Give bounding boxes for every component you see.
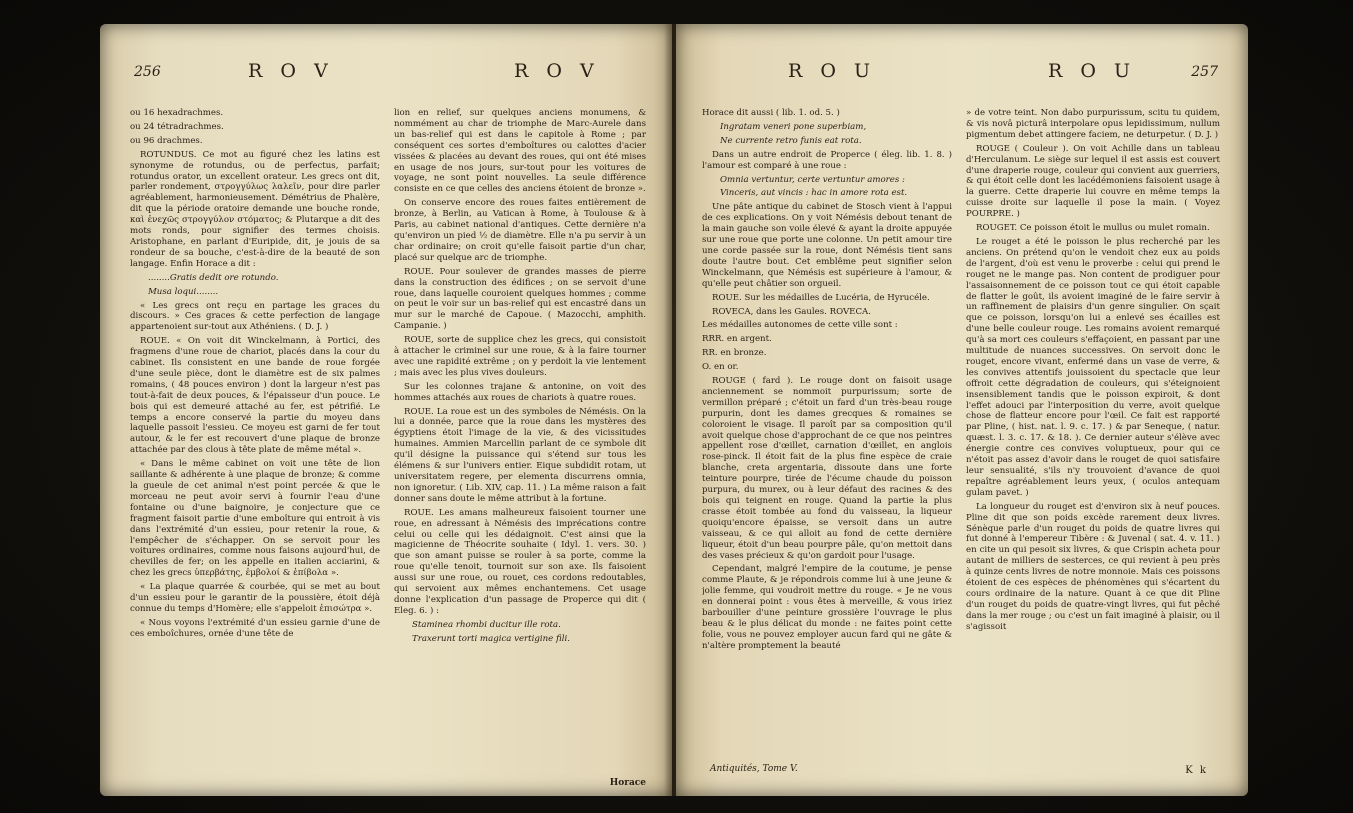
paragraph: ROUE. Les amans malheureux faisoient tourner une roue, en adressant à Némésis des imprécations contre celui ou celle qui les dédaignoit. C'est ainsi que la magicienne de Théocrite souhaite ( Idyl. 1. vers. 30. ) que son amant puisse se rouler à sa porte, comme la roue qu'elle tenoit, tournoit sur son axe. Ils faisoient aussi sur une roue, ou rouet, ces cordons redoutables, qui servoient aux mêmes enchantemens. Cet usage donne l'explication d'un passage de Properce qui dit ( Eleg. 6. ) : xyxy=(394,507,646,616)
right-page xyxy=(676,24,1248,796)
paragraph: Omnia vertuntur, certe vertuntur amores : xyxy=(720,174,905,185)
catchword: Horace xyxy=(609,778,646,788)
paragraph: « Nous voyons l'extrémité d'un essieu garnie d'une de ces emboîchures, ornée d'une tête de xyxy=(130,617,380,639)
paragraph: Dans un autre endroit de Properce ( éleg. lib. 1. 8. ) l'amour est comparé à une roue : xyxy=(702,149,952,171)
paragraph: ou 96 drachmes. xyxy=(130,135,203,146)
paragraph: ROUGE ( fard ). Le rouge dont on faisoit usage anciennement se nommoit purpurissum; sorte de vermillon préparé ; c'étoit un fard d'un très-beau rouge purpurin, dont les dames grecques & romaines se coloroient le visage. Il paroît par sa composition qu'il avoit quelque chose d'approchant de ce que nos peintres appellent rose d'œillet, carnation d'œillet, en anglois rose-pinck. Il étoit fait de la plus fine espèce de craie blanche, creta argentaria, dissoute dans une forte teinture pourpre, tirée de l'écume chaude du poisson purpura, du murex, ou à leur défaut des racines & des bois qui teignent en rouge. Quand la partie la plus crasse étoit tombée au fond du vaisseau, la liqueur quoiqu'encore épaisse, se versoit dans un autre vaisseau, & ce qui alloit au fond de cette dernière liqueur, étoit d'un beau pourpre pâle, qu'on mettoit dans des vases précieux & qu'on gardoit pour l'usage. xyxy=(702,376,952,561)
paragraph: lion en relief, sur quelques anciens monumens, & nommément au char de triomphe de Marc-Aurele dans un bas-relief qui est dans le capitole à Rome ; par conséquent ces sortes d'emboîtures ou calottes d'acier vissées & placées au devant des roues, qui ont été mises en usage de nos jours, sur-tout pour les voitures de voyage, ne sont point nouvelles. La seule différence consiste en ce que celles des anciens étoient de bronze ». xyxy=(394,108,646,195)
paragraph: ROUE, sorte de supplice chez les grecs, qui consistoit à attacher le criminel sur une roue, & à la faire tourner avec une rapidité extrême ; on y perdoit la vie lentement ; mais avec les plus vives douleurs. xyxy=(394,335,646,378)
paragraph: Vinceris, aut vincis : hac in amore rota est. xyxy=(720,188,908,199)
paragraph: O. en or. xyxy=(702,362,739,373)
paragraph: Musa loqui........ xyxy=(148,286,219,297)
page-number: 256 xyxy=(134,64,161,80)
paragraph: RRR. en argent. xyxy=(702,334,772,345)
paragraph: ROUGET. Ce poisson étoit le mullus ou mulet romain. xyxy=(976,223,1210,234)
paragraph: ROUGE ( Couleur ). On voit Achille dans un tableau d'Herculanum. Le siège sur lequel il est assis est couvert d'une draperie rouge, couleur qui convient aux guerriers, & qui étoit celle dont les lacédémoniens faisoient usage à la guerre. Cette draperie lui couvre en même temps la cuisse droite sur laquelle il pose la main. ( Voyez POURPRE. ) xyxy=(966,143,1220,220)
paragraph: « Les grecs ont reçu en partage les graces du discours. » Ces graces & cette perfection de langage appartenoient sur-tout aux Athéniens. ( D. J. ) xyxy=(130,300,380,333)
text-column xyxy=(394,108,646,772)
paragraph: Staminea rhombi ducitur ille rota. xyxy=(412,619,561,630)
paragraph: ROVECA, dans les Gaules. ROVECA. xyxy=(712,306,871,317)
paragraph: ........Gratis dedit ore rotundo. xyxy=(148,272,279,283)
left-page xyxy=(100,24,672,796)
paragraph: La longueur du rouget est d'environ six à neuf pouces. Pline dit que son poids excède rarement deux livres. Sénèque parle d'un rouget du poids de quatre livres qui fut donné à l'empereur Tibère : & Juvenal ( sat. 4. v. 11. ) en cite un qui pesoit six livres, & que Crispin acheta pour autant de milliers de sesterces, ce qui revient à peu près à quinze cents livres de notre monnoie. Mais ces poissons étoient de ces espèces de phénomènes qui s'écartent du cours ordinaire de la nature. Quant à ce que dit Pline d'un rouget du poids de quatre-vingt livres, qui fut pêché dans la mer rouge ; ou c'est un fait imaginé à plaisir, ou il s'agissoit xyxy=(966,501,1220,632)
paragraph: Une pâte antique du cabinet de Stosch vient à l'appui de ces explications. On y voit Némésis debout tenant de la main gauche son voile élevé & ayant la droite appuyée sur une roue que porte une colonne. Un petit amour tire une corde passée sur la roue, dont Némésis tient sans doute l'autre bout. Cet emblême peut signifier selon Winckelmann, que Némésis est supérieure à l'amour, & qu'elle peut châtier son orgueil. xyxy=(702,202,952,289)
paragraph: Ne currente retro funis eat rota. xyxy=(720,135,862,146)
right-page-header xyxy=(676,58,1248,88)
signature-mark: K k xyxy=(1185,765,1208,776)
running-head: R O U xyxy=(788,60,876,82)
running-head: R O V xyxy=(514,60,600,82)
running-head: R O U xyxy=(1048,60,1136,82)
paragraph: ou 16 hexadrachmes. xyxy=(130,108,224,118)
paragraph: Cependant, malgré l'empire de la coutume, je pense comme Plaute, & je répondrois comme lui à une jeune & jolie femme, qui voudroit mettre du rouge. « Je ne vous en donnerai point : vous êtes à merveille, & vous iriez barbouiller d'une peinture grossière l'ouvrage le plus beau & le plus délicat du monde : ne faites point cette folie, vous ne pouvez employer aucun fard qui ne gâte & n'altère promptement la beauté xyxy=(702,564,952,651)
paragraph: ROUE. Sur les médailles de Lucéria, de Hyrucéle. xyxy=(712,292,930,303)
paragraph: Le rouget a été le poisson le plus recherché par les anciens. On prétend qu'on le vendoit chez eux au poids de l'argent, d'où est venu le proverbe : celui qui prend le rouget ne le mange pas. Non content de prodiguer pour l'assaisonnement de ce poisson tout ce qui étoit capable de flatter le goût, ils avoient imaginé de le faire servir à un raffinement de plaisirs d'un genre singulier. On sçait que ce poisson, lorsqu'on lui a enlevé ses écailles est d'une belle couleur rouge. Les romains avoient remarqué qu'à sa mort ces couleurs s'effaçoient, en passant par une multitude de nuances successives. On servoit donc le rouget, encore vivant, enfermé dans un vase de verre, & les convives attentifs jouissoient du spectacle que leur offroit cette dégradation de couleurs, qui s'éteignoient insensiblement tandis que le poisson expiroit, & dont l'effet adouci par l'interposition du verre, avoit quelque chose de flatteur encore pour l'œil. Ce fait est rapporté par Pline, ( hist. nat. l. 9. c. 17. ) & par Seneque, ( natur. quæst. l. 3. c. 17. & 18. ). Ce dernier auteur s'élève avec énergie contre ces convives voluptueux, pour qui ce n'étoit pas assez d'avoir dans le rouget de quoi satisfaire leur sensualité, s'ils n'y trouvoient d'avance de quoi repaître agréablement leurs yeux, ( oculos antequam gulam pavet. ) xyxy=(966,236,1220,498)
paragraph: On conserve encore des roues faites entièrement de bronze, à Berlin, au Vatican à Rome, à Toulouse & à Paris, au cabinet national d'antiques. Cette dernière n'a qu'environ un pied ½ de diamètre. Elle n'a pu servir à un char ordinaire; on croit qu'elle faisoit partie d'un char, placé sur quelque arc de triomphe. xyxy=(394,198,646,263)
paragraph: Sur les colonnes trajane & antonine, on voit des hommes attachés aux roues de chariots à quatre roues. xyxy=(394,381,646,403)
paragraph: « La plaque quarrée & courbée, qui se met au bout d'un essieu pour le garantir de la poussière, étoit déjà connue du temps d'Homère; elle s'appeloit ἐπισώτρα ». xyxy=(130,582,380,614)
paragraph: » de votre teint. Non dabo purpurissum, scitu tu quidem, & vis novâ picturâ interpolare opus lepidissimum, nullum pigmentum debet attingere faciem, ne deturpetur. ( D. J. ) xyxy=(966,108,1220,140)
paragraph: RR. en bronze. xyxy=(702,348,767,359)
paragraph: Horace dit aussi ( lib. 1. od. 5. ) xyxy=(702,108,840,118)
paragraph: ou 24 tétradrachmes. xyxy=(130,121,224,132)
running-head: R O V xyxy=(248,60,334,82)
page-number: 257 xyxy=(1191,64,1218,80)
paragraph: Traxerunt torti magica vertigine fili. xyxy=(412,633,570,644)
paragraph: ROUE. Pour soulever de grandes masses de pierre dans la construction des édifices ; on se servoit d'une roue, dans laquelle couroient quelques hommes ; comme on peut le voir sur un bas-relief qui est encastré dans un mur sur le marché de Capoue. ( Mazocchi, amphith. Campanie. ) xyxy=(394,266,646,332)
text-column xyxy=(966,108,1220,760)
text-column xyxy=(130,108,380,772)
text-column xyxy=(702,108,952,760)
paragraph: Les médailles autonomes de cette ville sont : xyxy=(702,320,898,331)
paragraph: Ingratam veneri pone superbiam, xyxy=(720,121,867,132)
paragraph: « Dans le même cabinet on voit une tête de lion saillante & adhérente à une plaque de bronze; & comme la gueule de cet animal n'est point percée & que le morceau ne peut avoir servi à fournir l'eau d'une fontaine ou d'une baignoire, je conjecture que ce fragment faisoit partie d'une emboîture qui entroit à vis dans l'extrémité d'un essieu, pour retenir la roue, & l'empêcher de s'échapper. On se servoit pour les voitures ordinaires, comme nous faisons aujourd'hui, de chevilles de fer; on les appelle en italien acciarini, & chez les grecs ὑπερβάτης, ἐμβολοί & ἐπίβολα ». xyxy=(130,459,380,579)
volume-footer: Antiquités, Tome V. xyxy=(710,764,798,774)
paragraph: ROUE. « On voit dit Winckelmann, à Portici, des fragmens d'une roue de chariot, placés dans la cour du cabinet. Ils consistent en une bande de roue forgée d'une seule pièce, dont le diamètre est de six palmes romains, ( 48 pouces environ ) dont la largeur n'est pas tout-à-fait de deux pouces, & l'épaisseur d'un pouce. Le bois qui est demeuré attaché au fer, est pétrifié. Le temps a encore conservé la partie du moyeu dans laquelle passoit l'essieu. Ce moyeu est garni de fer tout autour, & le fer est recouvert d'une plaque de bronze attachée par des clous à tête plate de même métal ». xyxy=(130,336,380,456)
paragraph: ROTUNDUS. Ce mot au figuré chez les latins est synonyme de rotundus, ou de perfectus, parfait; rotundus orator, un excellent orateur. Les grecs ont dit, parler rondement, στρογγύλως λαλεῖν, pour dire parler agréablement, harmonieusement. Démétrius de Phalère, dit que la période oratoire demande une bouche ronde, καὶ ἐνεχῶς στρογγύλον στόματος; & Plutarque a dit des mots ronds, pour signifier des termes choisis. Aristophane, en parlant d'Euripide, dit, je jouis de sa rondeur de sa bouche, c'est-à-dire de la beauté de son langage. Enfin Horace a dit : xyxy=(130,149,380,269)
paragraph: ROUE. La roue est un des symboles de Némésis. On la lui a donnée, parce que la roue dans les mystères des égyptiens étoit l'image de la vie, & des vicissitudes humaines. Ammien Marcellin parlant de ce symbole dit qu'il désigne la puissance qui s'étend sur tous les élémens & sur l'univers entier. Eique subdidit rotam, ut universitatem regere, per elementa discurrens omnia, non ignoretur. ( Lib. XIV, cap. 11. ) La même raison a fait donner sans doute le même attribut à la fortune. xyxy=(394,406,646,504)
left-page-header xyxy=(100,58,672,88)
